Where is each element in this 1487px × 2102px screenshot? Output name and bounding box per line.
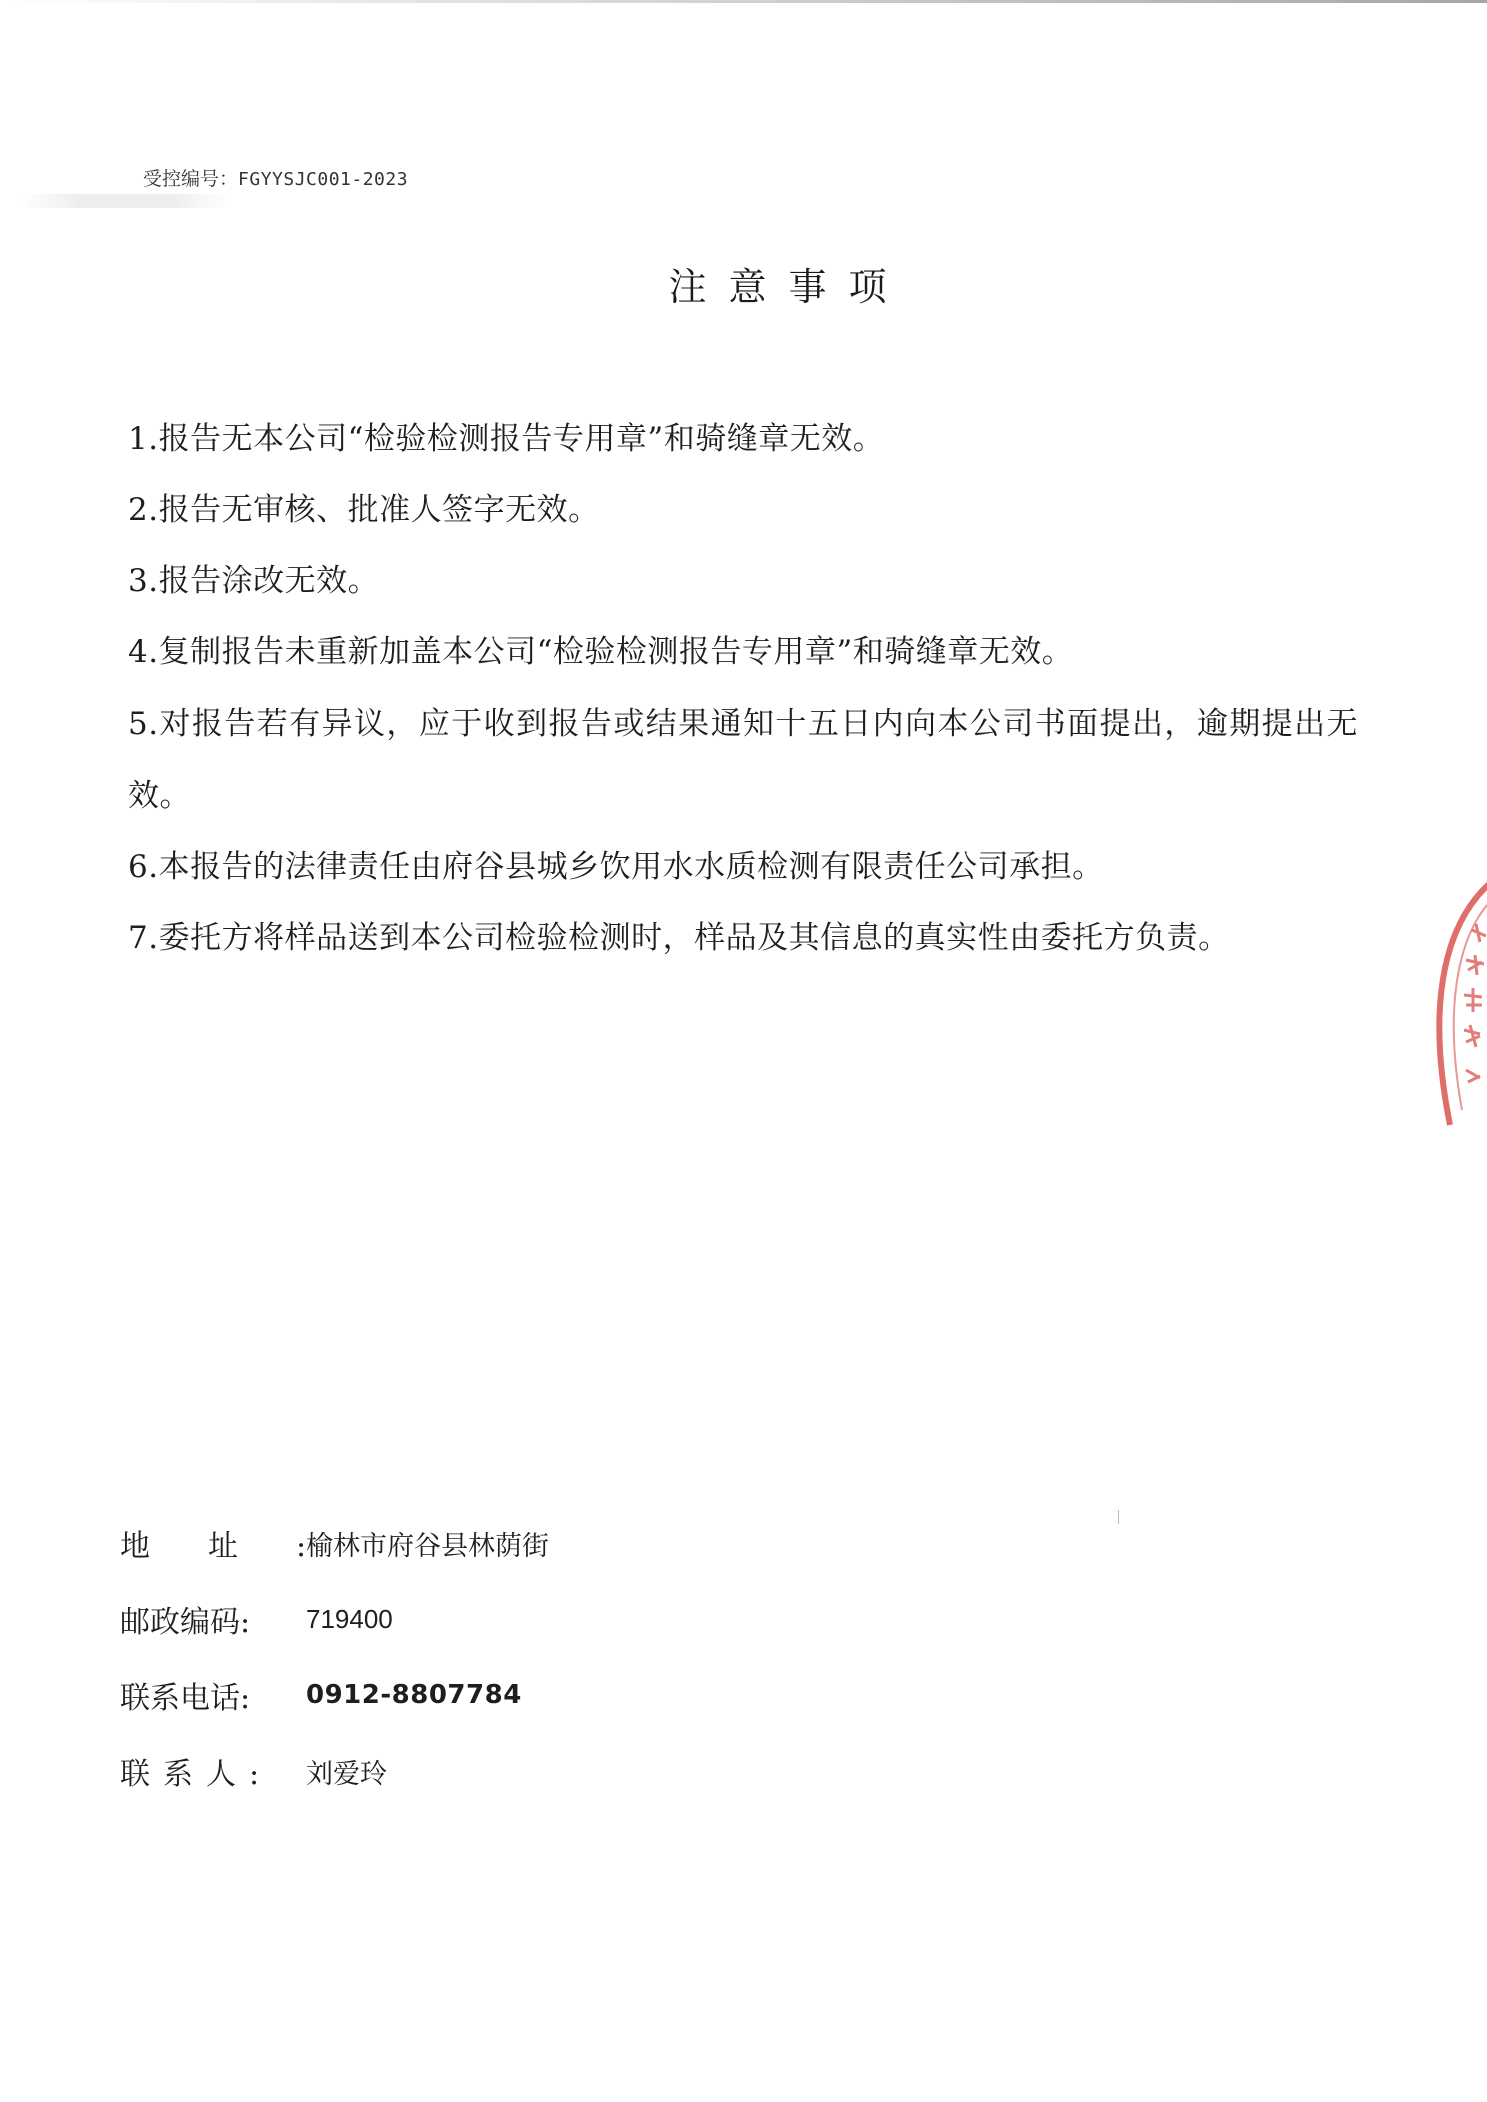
scan-top-edge: [0, 0, 1487, 3]
address-label: 地址:: [120, 1529, 365, 1564]
contact-block: [120, 1505, 549, 1809]
person-value: 刘爱玲: [306, 1758, 387, 1789]
person-label: 联系人:: [120, 1757, 273, 1792]
postcode-value: 719400: [306, 1603, 393, 1634]
scan-mark: [1118, 1510, 1119, 1524]
control-number-value: FGYYSJC001-2023: [238, 169, 409, 190]
contact-person: [120, 1733, 549, 1809]
notice-item: 6.本报告的法律责任由府谷县城乡饮用水水质检测有限责任公司承担。: [128, 849, 1104, 885]
address-value: 榆林市府谷县林荫街: [306, 1530, 549, 1561]
control-number: [143, 164, 408, 191]
seal-glyph-marks: [1464, 924, 1486, 1082]
notice-item: 3.报告涂改无效。: [128, 563, 380, 599]
postcode-label: 邮政编码:: [120, 1605, 251, 1640]
contact-postcode: [120, 1581, 549, 1657]
seal-outer-arc: [1439, 875, 1487, 1125]
control-number-label: 受控编号：: [143, 168, 239, 190]
contact-address: [120, 1505, 549, 1581]
notice-item: 7.委托方将样品送到本公司检验检测时，样品及其信息的真实性由委托方负责。: [128, 920, 1230, 956]
page-title: 注意事项: [668, 265, 909, 309]
notice-item: 4.复制报告未重新加盖本公司“检验检测报告专用章”和骑缝章无效。: [128, 634, 1074, 670]
notice-item: 1.报告无本公司“检验检测报告专用章”和骑缝章无效。: [128, 421, 885, 457]
contact-phone: [120, 1657, 549, 1733]
phone-label: 联系电话:: [120, 1681, 251, 1716]
notice-item: 2.报告无审核、批准人签字无效。: [128, 492, 600, 528]
phone-value: 0912-8807784: [306, 1680, 522, 1710]
seal-stamp-fragment: [1420, 870, 1487, 1130]
notice-item: 5.对报告若有异议，应于收到报告或结果通知十五日内向本公司书面提出，逾期提出无效。: [128, 706, 1358, 814]
notice-list: [128, 404, 1358, 974]
scan-smudge: [20, 194, 230, 208]
